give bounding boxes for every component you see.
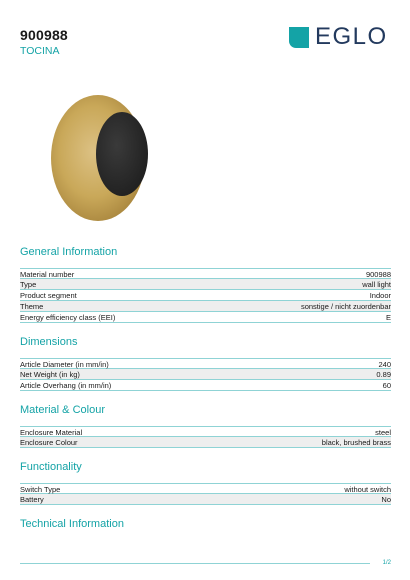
footer-divider [20,563,370,564]
section-title-material: Material & Colour [20,404,105,416]
row-label: Enclosure Colour [20,438,78,447]
row-label: Energy efficiency class (EEI) [20,313,116,322]
row-value: sonstige / nicht zuordenbar [300,302,391,311]
table-row [20,437,391,448]
row-label: Article Diameter (in mm/in) [20,360,109,369]
table-row [20,279,391,290]
section-title-technical: Technical Information [20,518,124,530]
row-value: Indoor [369,291,391,300]
row-label: Theme [20,302,44,311]
row-value: E [385,313,391,322]
row-value: 900988 [365,270,391,279]
row-value: wall light [362,280,391,289]
document-header [20,27,68,57]
material-colour-table [20,426,391,448]
table-row [20,358,391,369]
row-value: black, brushed brass [321,438,391,447]
product-number: 900988 [20,27,68,43]
section-title-dimensions: Dimensions [20,336,78,348]
row-label: Material number [20,270,75,279]
table-row [20,301,391,312]
table-row [20,268,391,279]
table-row [20,483,391,494]
row-value: steel [375,428,391,437]
row-label: Battery [20,495,44,504]
eglo-logo [289,23,388,50]
section-title-functionality: Functionality [20,461,82,473]
product-image [50,94,148,222]
row-value: 240 [378,360,391,369]
row-value: 0.89 [376,370,391,379]
page-number: 1/2 [382,560,391,566]
general-information-table [20,268,391,323]
row-value: 60 [382,381,391,390]
product-name: TOCINA [20,45,60,57]
eglo-logo-mark-icon [289,27,309,48]
page-footer [20,560,391,568]
row-label: Article Overhang (in mm/in) [20,381,112,390]
table-row [20,426,391,437]
row-label: Enclosure Material [20,428,83,437]
dimensions-table [20,358,391,391]
table-row [20,494,391,505]
table-row [20,369,391,380]
row-label: Switch Type [20,485,61,494]
table-row [20,290,391,301]
row-value: without switch [344,485,391,494]
row-value: No [381,495,391,504]
row-label: Type [20,280,37,289]
functionality-table [20,483,391,505]
black-disc [96,112,148,196]
logo-text: EGLO [315,23,388,50]
table-row [20,312,391,323]
row-label: Product segment [20,291,77,300]
row-label: Net Weight (in kg) [20,370,80,379]
section-title-general: General Information [20,246,118,258]
table-row [20,380,391,391]
